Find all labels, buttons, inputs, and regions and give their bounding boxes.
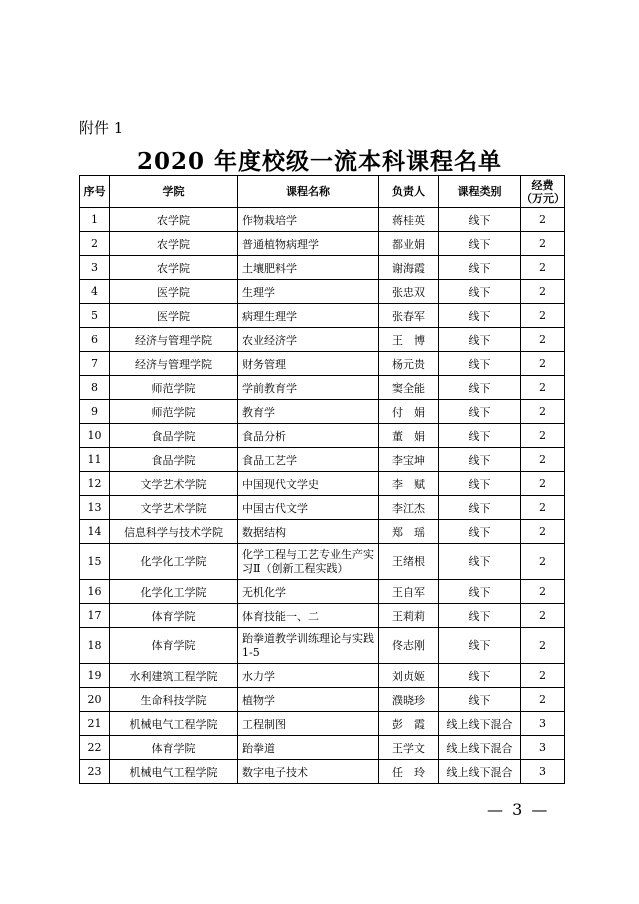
cell-no: 8: [80, 376, 110, 400]
cell-lead: 窦全能: [379, 376, 439, 400]
cell-lead: 杨元贵: [379, 352, 439, 376]
cell-college: 农学院: [110, 256, 238, 280]
cell-course: 数字电子技术: [238, 760, 379, 784]
cell-type: 线下: [439, 376, 521, 400]
cell-lead: 张忠双: [379, 280, 439, 304]
cell-course: 食品分析: [238, 424, 379, 448]
cell-college: 食品学院: [110, 424, 238, 448]
header-no: 序号: [80, 176, 110, 208]
cell-type: 线下: [439, 304, 521, 328]
table-row: [80, 376, 565, 400]
attachment-label: 附件 1: [79, 119, 124, 137]
cell-lead: 李宝坤: [379, 448, 439, 472]
cell-college: 化学化工学院: [110, 544, 238, 580]
table-row: [80, 760, 565, 784]
cell-type: 线下: [439, 400, 521, 424]
header-lead: 负责人: [379, 176, 439, 208]
cell-lead: 王学文: [379, 736, 439, 760]
cell-no: 16: [80, 580, 110, 604]
cell-type: 线上线下混合: [439, 760, 521, 784]
table-row: [80, 472, 565, 496]
cell-no: 23: [80, 760, 110, 784]
cell-course: 水力学: [238, 664, 379, 688]
cell-funds: 2: [521, 580, 565, 604]
table-row: [80, 628, 565, 664]
cell-funds: 2: [521, 280, 565, 304]
table-row: [80, 424, 565, 448]
header-funds: 经费（万元）: [521, 176, 565, 208]
cell-course: 体育技能一、二: [238, 604, 379, 628]
cell-no: 14: [80, 520, 110, 544]
cell-college: 体育学院: [110, 736, 238, 760]
cell-type: 线下: [439, 688, 521, 712]
cell-no: 21: [80, 712, 110, 736]
cell-college: 生命科技学院: [110, 688, 238, 712]
cell-type: 线下: [439, 520, 521, 544]
cell-college: 经济与管理学院: [110, 352, 238, 376]
cell-lead: 都业娟: [379, 232, 439, 256]
cell-course: 植物学: [238, 688, 379, 712]
cell-course: 教育学: [238, 400, 379, 424]
cell-course: 学前教育学: [238, 376, 379, 400]
cell-funds: 2: [521, 520, 565, 544]
cell-college: 文学艺术学院: [110, 496, 238, 520]
cell-funds: 2: [521, 352, 565, 376]
cell-type: 线下: [439, 280, 521, 304]
table-row: [80, 520, 565, 544]
cell-no: 15: [80, 544, 110, 580]
cell-no: 22: [80, 736, 110, 760]
cell-no: 12: [80, 472, 110, 496]
cell-college: 体育学院: [110, 628, 238, 664]
cell-no: 2: [80, 232, 110, 256]
cell-college: 水利建筑工程学院: [110, 664, 238, 688]
cell-no: 17: [80, 604, 110, 628]
cell-funds: 2: [521, 604, 565, 628]
cell-college: 农学院: [110, 232, 238, 256]
cell-funds: 2: [521, 628, 565, 664]
cell-type: 线下: [439, 580, 521, 604]
cell-funds: 2: [521, 328, 565, 352]
cell-funds: 3: [521, 712, 565, 736]
table-row: [80, 328, 565, 352]
cell-college: 机械电气工程学院: [110, 760, 238, 784]
cell-college: 机械电气工程学院: [110, 712, 238, 736]
cell-college: 化学化工学院: [110, 580, 238, 604]
cell-lead: 付 娟: [379, 400, 439, 424]
cell-college: 医学院: [110, 280, 238, 304]
cell-lead: 郑 瑶: [379, 520, 439, 544]
cell-type: 线下: [439, 448, 521, 472]
cell-course: 化学工程与工艺专业生产实习Ⅱ（创新工程实践）: [238, 544, 379, 580]
page-title: 2020 年度校级一流本科课程名单: [136, 148, 503, 175]
cell-college: 食品学院: [110, 448, 238, 472]
table-row: [80, 448, 565, 472]
cell-funds: 3: [521, 736, 565, 760]
cell-type: 线下: [439, 544, 521, 580]
cell-funds: 2: [521, 424, 565, 448]
cell-lead: 李 赋: [379, 472, 439, 496]
cell-lead: 蒋桂英: [379, 208, 439, 232]
cell-course: 农业经济学: [238, 328, 379, 352]
table-row: [80, 304, 565, 328]
cell-funds: 2: [521, 400, 565, 424]
cell-no: 18: [80, 628, 110, 664]
cell-lead: 任 玲: [379, 760, 439, 784]
cell-college: 农学院: [110, 208, 238, 232]
cell-lead: 谢海霞: [379, 256, 439, 280]
table-row: [80, 280, 565, 304]
table-row: [80, 688, 565, 712]
table-row: [80, 712, 565, 736]
cell-funds: 2: [521, 496, 565, 520]
cell-course: 生理学: [238, 280, 379, 304]
cell-no: 7: [80, 352, 110, 376]
cell-lead: 佟志刚: [379, 628, 439, 664]
cell-lead: 王自军: [379, 580, 439, 604]
table-row: [80, 496, 565, 520]
cell-funds: 2: [521, 376, 565, 400]
table-row: [80, 604, 565, 628]
cell-college: 医学院: [110, 304, 238, 328]
cell-funds: 2: [521, 448, 565, 472]
cell-type: 线下: [439, 496, 521, 520]
cell-funds: 3: [521, 760, 565, 784]
cell-lead: 彭 霞: [379, 712, 439, 736]
cell-no: 1: [80, 208, 110, 232]
table-row: [80, 232, 565, 256]
cell-college: 文学艺术学院: [110, 472, 238, 496]
header-college: 学院: [110, 176, 238, 208]
cell-course: 土壤肥料学: [238, 256, 379, 280]
cell-course: 食品工艺学: [238, 448, 379, 472]
cell-funds: 2: [521, 664, 565, 688]
cell-college: 师范学院: [110, 376, 238, 400]
cell-no: 13: [80, 496, 110, 520]
cell-type: 线下: [439, 232, 521, 256]
table-header-row: [80, 176, 565, 208]
page-number: — 3 —: [487, 800, 550, 819]
cell-type: 线下: [439, 328, 521, 352]
cell-no: 3: [80, 256, 110, 280]
cell-funds: 2: [521, 304, 565, 328]
cell-funds: 2: [521, 256, 565, 280]
cell-college: 经济与管理学院: [110, 328, 238, 352]
cell-funds: 2: [521, 688, 565, 712]
cell-course: 财务管理: [238, 352, 379, 376]
cell-course: 普通植物病理学: [238, 232, 379, 256]
cell-course: 跆拳道教学训练理论与实践 1-5: [238, 628, 379, 664]
cell-course: 数据结构: [238, 520, 379, 544]
cell-no: 19: [80, 664, 110, 688]
cell-no: 20: [80, 688, 110, 712]
cell-lead: 李江杰: [379, 496, 439, 520]
cell-type: 线下: [439, 352, 521, 376]
cell-course: 中国现代文学史: [238, 472, 379, 496]
cell-no: 4: [80, 280, 110, 304]
cell-type: 线下: [439, 604, 521, 628]
cell-funds: 2: [521, 208, 565, 232]
cell-type: 线下: [439, 256, 521, 280]
cell-type: 线下: [439, 424, 521, 448]
header-course: 课程名称: [238, 176, 379, 208]
cell-lead: 王 博: [379, 328, 439, 352]
cell-funds: 2: [521, 232, 565, 256]
table-row: [80, 208, 565, 232]
cell-lead: 王绪根: [379, 544, 439, 580]
cell-course: 病理生理学: [238, 304, 379, 328]
cell-course: 跆拳道: [238, 736, 379, 760]
cell-type: 线下: [439, 208, 521, 232]
cell-college: 体育学院: [110, 604, 238, 628]
cell-type: 线上线下混合: [439, 712, 521, 736]
cell-type: 线下: [439, 472, 521, 496]
cell-no: 11: [80, 448, 110, 472]
cell-no: 5: [80, 304, 110, 328]
cell-no: 10: [80, 424, 110, 448]
cell-lead: 张春军: [379, 304, 439, 328]
cell-funds: 2: [521, 472, 565, 496]
cell-type: 线上线下混合: [439, 736, 521, 760]
course-table: [79, 175, 565, 784]
table-row: [80, 736, 565, 760]
cell-lead: 王莉莉: [379, 604, 439, 628]
cell-lead: 濮晓珍: [379, 688, 439, 712]
cell-type: 线下: [439, 664, 521, 688]
cell-college: 信息科学与技术学院: [110, 520, 238, 544]
cell-no: 6: [80, 328, 110, 352]
cell-course: 中国古代文学: [238, 496, 379, 520]
table-row: [80, 352, 565, 376]
cell-funds: 2: [521, 544, 565, 580]
cell-course: 工程制图: [238, 712, 379, 736]
cell-college: 师范学院: [110, 400, 238, 424]
table-row: [80, 256, 565, 280]
table-row: [80, 664, 565, 688]
header-type: 课程类别: [439, 176, 521, 208]
cell-course: 作物栽培学: [238, 208, 379, 232]
table-row: [80, 400, 565, 424]
cell-course: 无机化学: [238, 580, 379, 604]
cell-no: 9: [80, 400, 110, 424]
table-row: [80, 544, 565, 580]
table-row: [80, 580, 565, 604]
cell-lead: 董 娟: [379, 424, 439, 448]
cell-type: 线下: [439, 628, 521, 664]
cell-lead: 刘贞姬: [379, 664, 439, 688]
